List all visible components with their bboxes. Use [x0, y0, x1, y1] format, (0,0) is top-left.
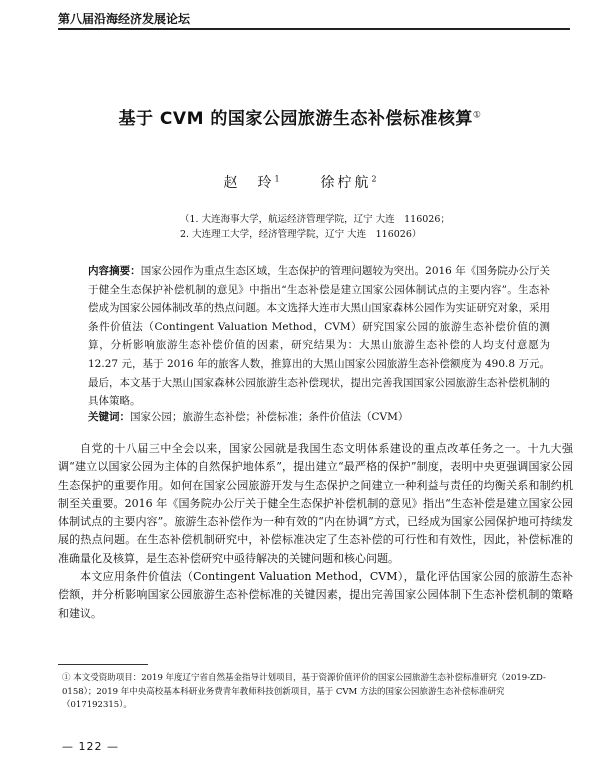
abstract: [88, 262, 550, 411]
header-rule: [58, 28, 570, 30]
footnote-rule: [58, 664, 148, 665]
page-number: — 122 —: [62, 740, 119, 753]
author-affil-marker: 1: [274, 174, 280, 184]
body-paragraph: 自党的十八届三中全会以来，国家公园就是我国生态文明体系建设的重点改革任务之一。十九大强调“建立以国家公园为主体的自然保护地体系”，提出建立“最严格的保护”制度，表明中央更强调国家公园生态保护的重要作用。如何在国家公园旅游开发与生态保护之间建立一种利益与责任的均衡关系和制约机制至关重要。2016 年《国务院办公厅关于健全生态保护补偿机制的意见》指出“生态补偿是建立国家公园体制试点的主要内容”。旅游生态补偿作为一种有效的“内在协调”方式，已经成为国家公园保护地可持续发展的热点问题。在生态补偿机制研究中，补偿标准决定了生态补偿的可行性和有效性，因此，补偿标准的准确量化及核算，是生态补偿研究中亟待解决的关键问题和核心问题。: [58, 442, 573, 565]
author-affil-marker: 2: [371, 174, 377, 184]
author-line: [0, 172, 600, 192]
author-name: 赵 玲: [223, 175, 275, 191]
footnote: [62, 672, 562, 713]
article-title: [60, 104, 540, 129]
affiliation-2: 2. 大连理工大学，经济管理学院，辽宁 大连 116026）: [180, 229, 422, 240]
title-note-marker: ①: [472, 110, 482, 121]
title-text: 基于 CVM 的国家公园旅游生态补偿标准核算: [118, 109, 473, 129]
abstract-label: 内容摘要：: [88, 265, 141, 277]
abstract-text: 国家公园作为重点生态区域，生态保护的管理问题较为突出。2016 年《国务院办公厅关于健全生态保护补偿机制的意见》中指出“生态补偿是建立国家公园体制试点的主要内容”。生态补偿成为国家公园体制改革的热点问题。本文选择大连市大黑山国家森林公园作为实证研究对象，采用条件价值法（Contingent Valuation Method，CVM）研究国家公园的旅游生态补偿价值的测算，分析影响旅游生态补偿价值的因素，研究结果为：大黑山旅游生态补偿的人均支付意愿为 12.27 元，基于 2016 年的旅客人数，推算出的大黑山国家公园旅游生态补偿额度为 490.8 万元。最后，本文基于大黑山国家森林公园旅游生态补偿现状，提出完善我国国家公园旅游生态补偿机制的具体策略。: [88, 265, 551, 408]
affiliation-1: （1. 大连海事大学，航运经济管理学院，辽宁 大连 116026；: [180, 214, 450, 225]
keywords-text: 国家公园；旅游生态补偿；补偿标准；条件价值法（CVM）: [130, 411, 409, 423]
footnote-marker: ①: [62, 673, 71, 683]
running-header: 第八届沿海经济发展论坛: [58, 12, 191, 26]
keywords-label: 关键词：: [88, 411, 130, 423]
footnote-text: 本文受资助项目：2019 年度辽宁省自然基金指导计划项目，基于资源价值评价的国家公园旅游生态补偿标准研究（2019-ZD-0158）；2019 年中央高校基本科研业务费青年教师科技创新项目，基于 CVM 方法的国家公园旅游生态补偿标准研究（017192315）。: [62, 673, 546, 710]
body-paragraph: 本文应用条件价值法（Contingent Valuation Method，CVM），量化评估国家公园的旅游生态补偿额，并分析影响国家公园旅游生态补偿标准的关键因素，提出完善国家公园体制下生态补偿机制的策略和建议。: [58, 570, 573, 620]
body-text: [58, 440, 573, 623]
author-name: 徐柠航: [320, 175, 372, 191]
keywords: [88, 408, 558, 426]
